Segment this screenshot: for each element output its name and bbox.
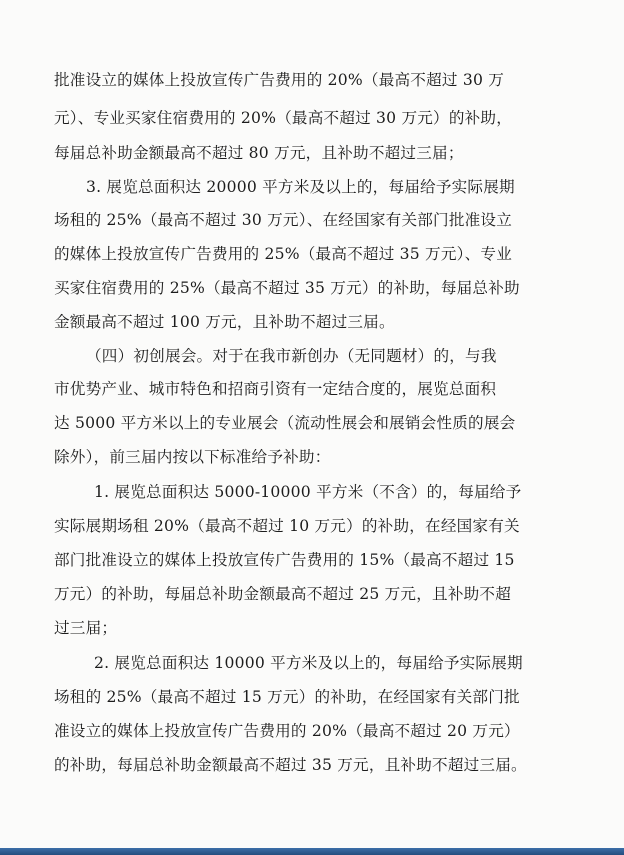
text-line: 的媒体上投放宣传广告费用的 25%（最高不超过 35 万元）、专业 [54,245,513,263]
text-line: 2. 展览总面积达 10000 平方米及以上的，每届给予实际展期 [94,654,523,672]
text-line: 除外），前三届内按以下标准给予补助： [54,448,331,466]
text-line: 万元）的补助，每届总补助金额最高不超过 25 万元，且补助不超 [54,585,511,603]
text-line: 实际展期场租 20%（最高不超过 10 万元）的补助，在经国家有关 [54,517,520,535]
text-line: （四）初创展会。对于在我市新创办（无同题材）的，与我 [86,347,497,365]
text-line: 准设立的媒体上投放宣传广告费用的 20%（最高不超过 20 万元） [54,722,520,740]
text-line: 买家住宿费用的 25%（最高不超过 35 万元）的补助，每届总补助 [54,279,520,297]
text-line: 过三届； [54,619,118,637]
text-line: 金额最高不超过 100 万元，且补助不超过三届。 [54,313,395,331]
text-line: 1. 展览总面积达 5000-10000 平方米（不含）的，每届给予 [94,483,522,501]
text-line: 批准设立的媒体上投放宣传广告费用的 20%（最高不超过 30 万 [54,71,505,89]
text-line: 部门批准设立的媒体上投放宣传广告费用的 15%（最高不超过 15 [54,551,515,569]
text-line: 元）、专业买家住宿费用的 20%（最高不超过 30 万元）的补助， [54,109,513,127]
text-line: 场租的 25%（最高不超过 15 万元）的补助，在经国家有关部门批 [54,688,520,706]
text-line: 达 5000 平方米以上的专业展会（流动性展会和展销会性质的展会 [54,414,516,432]
bottom-border-bar [0,848,624,855]
text-line: 市优势产业、城市特色和招商引资有一定结合度的，展览总面积 [54,380,497,398]
text-line: 场租的 25%（最高不超过 30 万元）、在经国家有关部门批准设立 [54,211,513,229]
text-line: 每届总补助金额最高不超过 80 万元，且补助不超过三届； [54,144,464,162]
text-line: 的补助，每届总补助金额最高不超过 35 万元，且补助不超过三届。 [54,756,527,774]
text-line: 3. 展览总面积达 20000 平方米及以上的，每届给予实际展期 [86,178,515,196]
